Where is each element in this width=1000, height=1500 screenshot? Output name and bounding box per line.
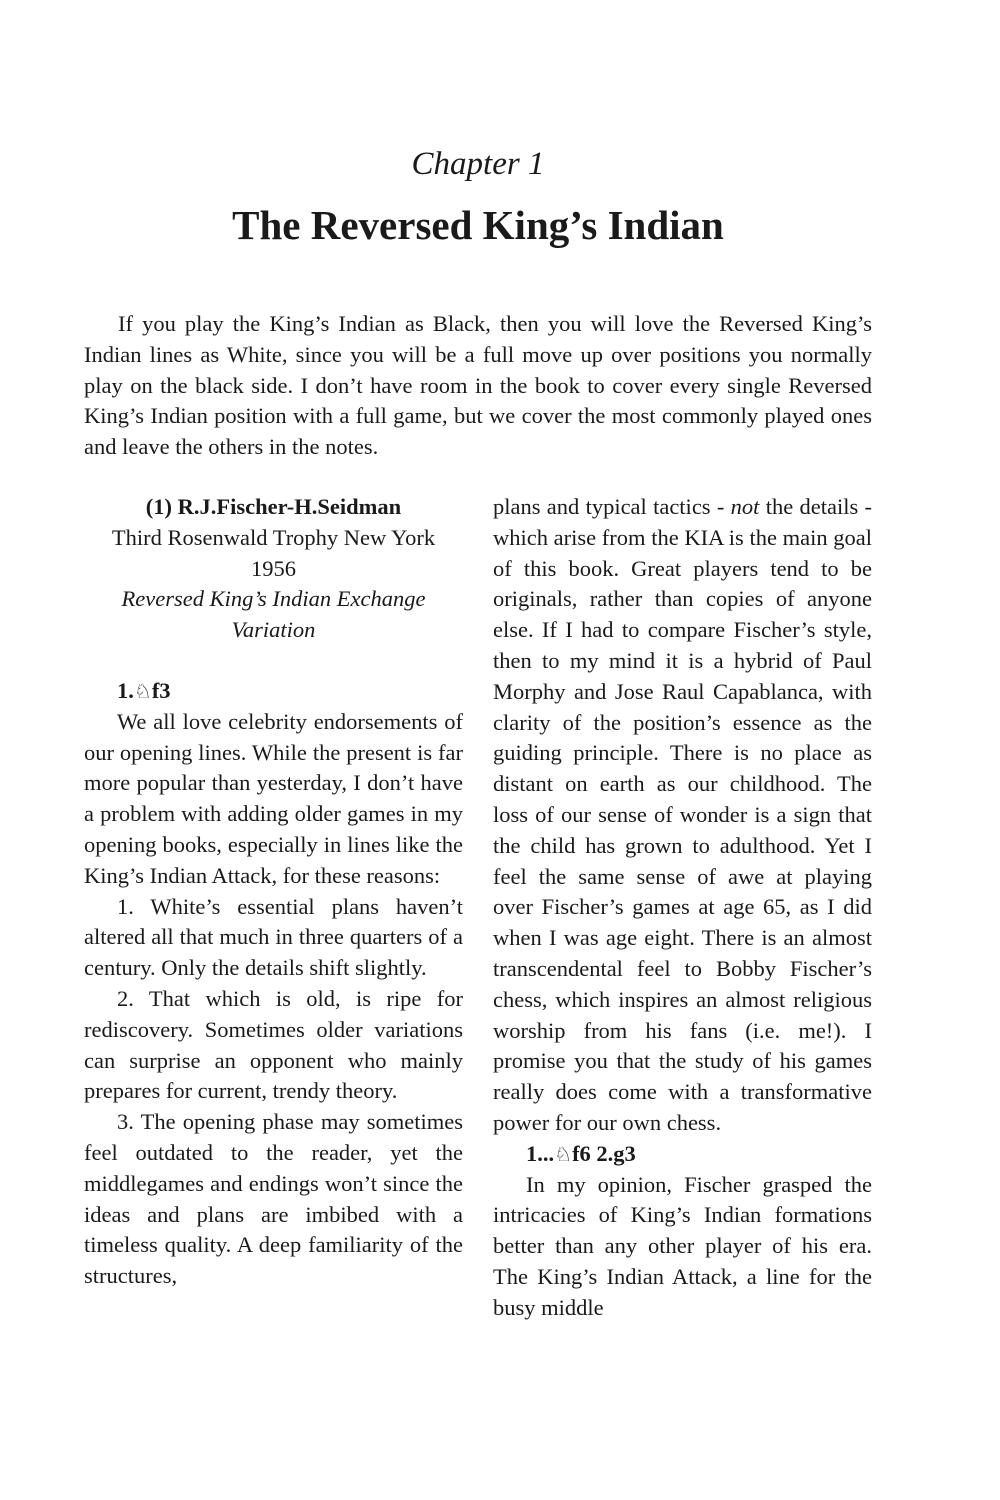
move-number: 1. [117,677,134,703]
right-paragraph-1-start: plans and typical tactics - [493,494,731,519]
move-square: f3 [151,677,171,703]
left-paragraph-3: 2. That which is old, is ripe for rediscovery. Sometimes older variations can surprise an opponent who mainly prepares for current, trendy theory. [84,985,463,1104]
game-year: 1956 [251,555,296,581]
game-event: Third Rosenwald Trophy New York [111,524,436,550]
game-opening-variation: Variation [231,617,316,643]
emphasis-not: not [730,494,760,519]
right-paragraph-1-rest: the details - which arise from the KIA is the main goal of this book. Great players tend to be originals, rather than copies of anyone else. If I had to compare Fischer’s style, then to my mind it is a hybrid of Paul Morphy and Jose Raul Capablanca, with clarity of the position’s essence as the guiding principle. There is no place as distant on earth as our childhood. The loss of our sense of wonder is a sign that the child has grown to adulthood. Yet I feel the same sense of awe at playing over Fischer’s games at age 65, as I did when I was age eight. There is an almost transcendental feel to Bobby Fischer’s chess, which inspires an almost religious worship from his fans (i.e. me!). I promise you that the study of his games really does come with a transformative power for our own chess. [493,494,872,1135]
knight-icon: ♘ [133,678,152,703]
move-2 [493,1139,872,1170]
left-paragraph-4: 3. The opening phase may sometimes feel outdated to the reader, yet the middlegames and endings won’t since the ideas and plans are imbibed with a timeless quality. A deep familiarity of the structures, [84,1109,463,1289]
move-1 [84,676,463,707]
right-paragraph-2: In my opinion, Fischer grasped the intricacies of King’s Indian formations better than any other player of his era. The King’s Indian Attack, a line for the busy middle [493,1171,872,1320]
right-paragraph-1 [493,492,872,1139]
game-players: (1) R.J.Fischer-H.Seidman [145,494,402,519]
move-number: 1... [526,1140,555,1166]
chapter-title: The Reversed King’s Indian [232,202,724,248]
move-continuation: f6 2.g3 [572,1140,636,1166]
left-paragraph-2: 1. White’s essential plans haven’t altered all that much in three quarters of a century. Only the details shift slightly. [84,893,463,981]
intro-paragraph: If you play the King’s Indian as Black, then you will love the Reversed King’s Indian lines as White, since you will be a full move up over positions you normally play on the black side. I don’t have room in the book to cover every single Reversed King’s Indian position with a full game, but we cover the most commonly played ones and leave the others in the notes. [84,311,872,460]
chapter-label: Chapter 1 [411,146,545,182]
left-paragraph-1: We all love celebrity endorsements of our opening lines. While the present is far more popular than yesterday, I don’t have a problem with adding older games in my opening books, especially in lines like the King’s Indian Attack, for these reasons: [84,708,463,888]
game-header [84,492,463,646]
right-column [493,492,872,1324]
left-column [84,492,463,1292]
knight-icon: ♘ [554,1141,573,1166]
game-opening: Reversed King’s Indian Exchange [121,586,426,612]
